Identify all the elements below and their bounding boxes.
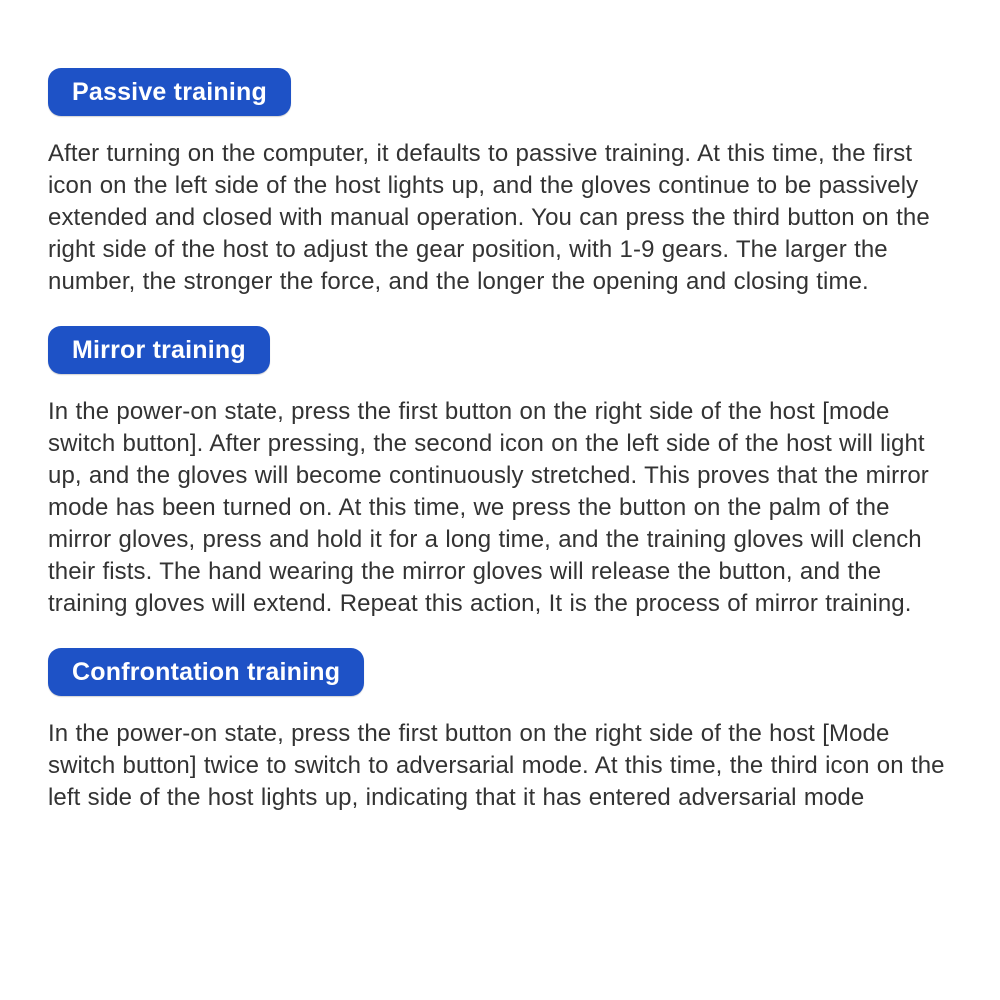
passive-training-badge-label: Passive training [72, 78, 267, 106]
section-passive-training [48, 68, 952, 298]
mirror-training-badge-label: Mirror training [72, 336, 246, 364]
section-confrontation-training [48, 648, 952, 814]
section-mirror-training [48, 326, 952, 620]
confrontation-training-paragraph: In the power-on state, press the first button on the right side of the host [Mode switch button] twice to switch to adversarial mode. At this time, the third icon on the left side of the host lights up, indicating that it has entered adversarial mode [48, 720, 945, 811]
mirror-training-badge [48, 326, 270, 374]
passive-training-paragraph: After turning on the computer, it defaults to passive training. At this time, the first icon on the left side of the host lights up, and the gloves continue to be passively extended and closed with manual operation. You can press the third button on the right side of the host to adjust the gear position, with 1-9 gears. The larger the number, the stronger the force, and the longer the opening and closing time. [48, 140, 930, 295]
confrontation-training-badge-label: Confrontation training [72, 658, 341, 686]
mirror-training-paragraph: In the power-on state, press the first button on the right side of the host [mode switch button]. After pressing, the second icon on the left side of the host will light up, and the gloves will become continuously stretched. This proves that the mirror mode has been turned on. At this time, we press the button on the palm of the mirror gloves, press and hold it for a long time, and the training gloves will clench their fists. The hand wearing the mirror gloves will release the button, and the training gloves will extend. Repeat this action, It is the process of mirror training. [48, 398, 929, 617]
passive-training-badge [48, 68, 291, 116]
confrontation-training-badge [48, 648, 364, 696]
